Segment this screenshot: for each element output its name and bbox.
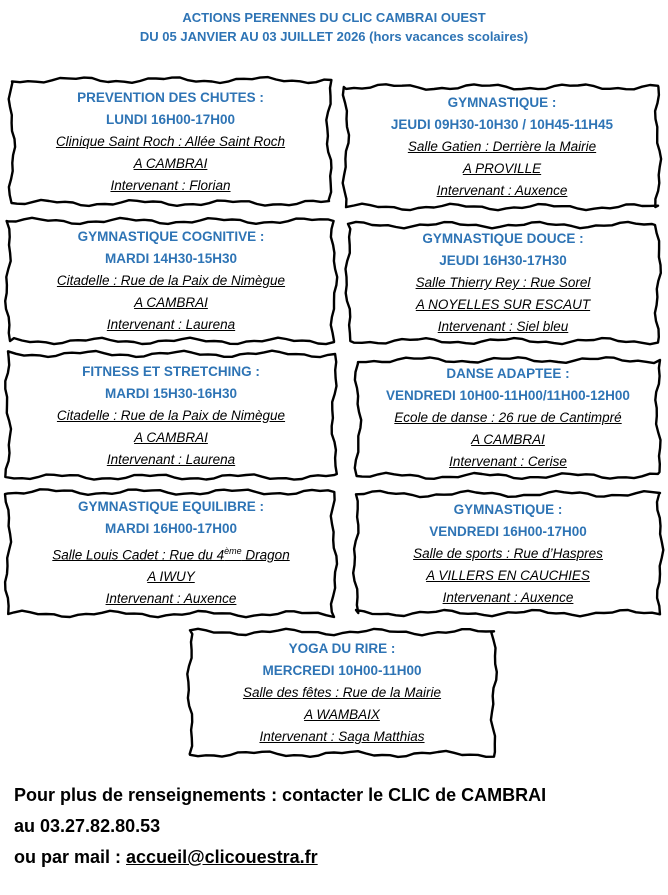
contact-mail-line [14,842,546,873]
activity-title: FITNESS ET STRETCHING : [82,363,260,379]
contact-footer [14,780,546,873]
activity-card-gymnastique-proville [342,83,662,211]
activity-instructor: Intervenant : Cerise [449,454,567,469]
activity-schedule: MARDI 16H00-17H00 [104,520,238,536]
activity-schedule: VENDREDI 16H00-17H00 [429,523,587,539]
activity-location: Salle Gatien : Derrière la Mairie [407,139,597,154]
activity-card-fitness-stretching [4,350,338,481]
activity-schedule: LUNDI 16H00-17H00 [105,111,236,127]
activity-card-yoga-du-rire [186,628,498,758]
activity-card-prevention-chutes [8,76,333,207]
activity-title: GYMNASTIQUE EQUILIBRE : [77,498,264,514]
activity-location: Salle de sports : Rue d’Haspres [413,545,603,561]
activity-title: DANSE ADAPTEE : [446,366,570,381]
activity-town: A VILLERS EN CAUCHIES [426,567,590,583]
contact-line: Pour plus de renseignements : contacter le CLIC de CAMBRAI [14,785,547,805]
activity-location: Salle des fêtes : Rue de la Mairie [242,685,442,700]
activity-town: A NOYELLES SUR ESCAUT [415,297,591,312]
activity-instructor: Intervenant : Auxence [436,183,568,198]
page-header [0,8,668,46]
activity-instructor: Intervenant : Auxence [105,591,237,607]
activity-town: A WAMBAIX [304,707,380,722]
activity-title: YOGA DU RIRE : [288,641,396,656]
activity-instructor: Intervenant : Siel bleu [437,319,569,334]
activity-title: GYMNASTIQUE COGNITIVE : [77,229,265,244]
location-superscript: ème [224,545,242,556]
activity-location: Ecole de danse : 26 rue de Cantimpré [394,410,622,425]
location-text-end: Dragon [241,547,290,563]
activity-card-gymnastique-villers [352,490,664,617]
activity-town: A IWUY [147,569,195,585]
activity-town: A PROVILLE [462,161,542,176]
activity-schedule: MARDI 15H30-16H30 [104,385,238,401]
activity-card-danse-adaptee [354,356,662,480]
activity-town: A CAMBRAI [134,295,208,310]
page-subtitle: DU 05 JANVIER AU 03 JUILLET 2026 (hors vacances scolaires) [139,29,529,44]
contact-phone: au 03.27.82.80.53 [14,816,161,836]
activity-location: Citadelle : Rue de la Paix de Nimègue [56,273,286,288]
activity-instructor: Intervenant : Laurena [106,451,236,467]
activity-schedule: JEUDI 16H30-17H30 [439,253,567,268]
activity-schedule: MARDI 14H30-15H30 [104,251,238,266]
activity-card-gymnastique-cognitive [4,217,338,345]
activity-schedule: MERCREDI 10H00-11H00 [262,663,422,678]
activity-location: Citadelle : Rue de la Paix de Nimègue [56,407,286,423]
activity-title: GYMNASTIQUE DOUCE : [422,231,584,246]
activity-card-gymnastique-douce [344,221,662,345]
activity-location [52,540,289,567]
activity-town: A CAMBRAI [133,155,208,171]
location-text: Salle Louis Cadet : Rue du 4 [52,547,225,563]
activity-instructor: Intervenant : Laurena [106,317,236,332]
activity-instructor: Intervenant : Saga Matthias [259,729,425,744]
activity-location: Salle Thierry Rey : Rue Sorel [415,275,591,290]
page-title: ACTIONS PERENNES DU CLIC CAMBRAI OUEST [182,10,486,25]
activity-schedule: VENDREDI 10H00-11H00/11H00-12H00 [386,388,630,403]
mail-prefix: ou par mail : [14,847,127,867]
activity-instructor: Intervenant : Florian [110,177,231,193]
activity-card-gymnastique-equilibre [4,488,338,618]
activity-town: A CAMBRAI [134,429,208,445]
activity-town: A CAMBRAI [471,432,545,447]
activity-schedule: JEUDI 09H30-10H30 / 10H45-11H45 [390,117,614,132]
activity-title: PREVENTION DES CHUTES : [77,89,264,105]
activity-title: GYMNASTIQUE : [447,95,557,110]
email-link[interactable]: accueil@clicouestra.fr [126,847,318,867]
activity-instructor: Intervenant : Auxence [442,589,574,605]
activity-title: GYMNASTIQUE : [453,501,563,517]
activity-location: Clinique Saint Roch : Allée Saint Roch [55,133,286,149]
